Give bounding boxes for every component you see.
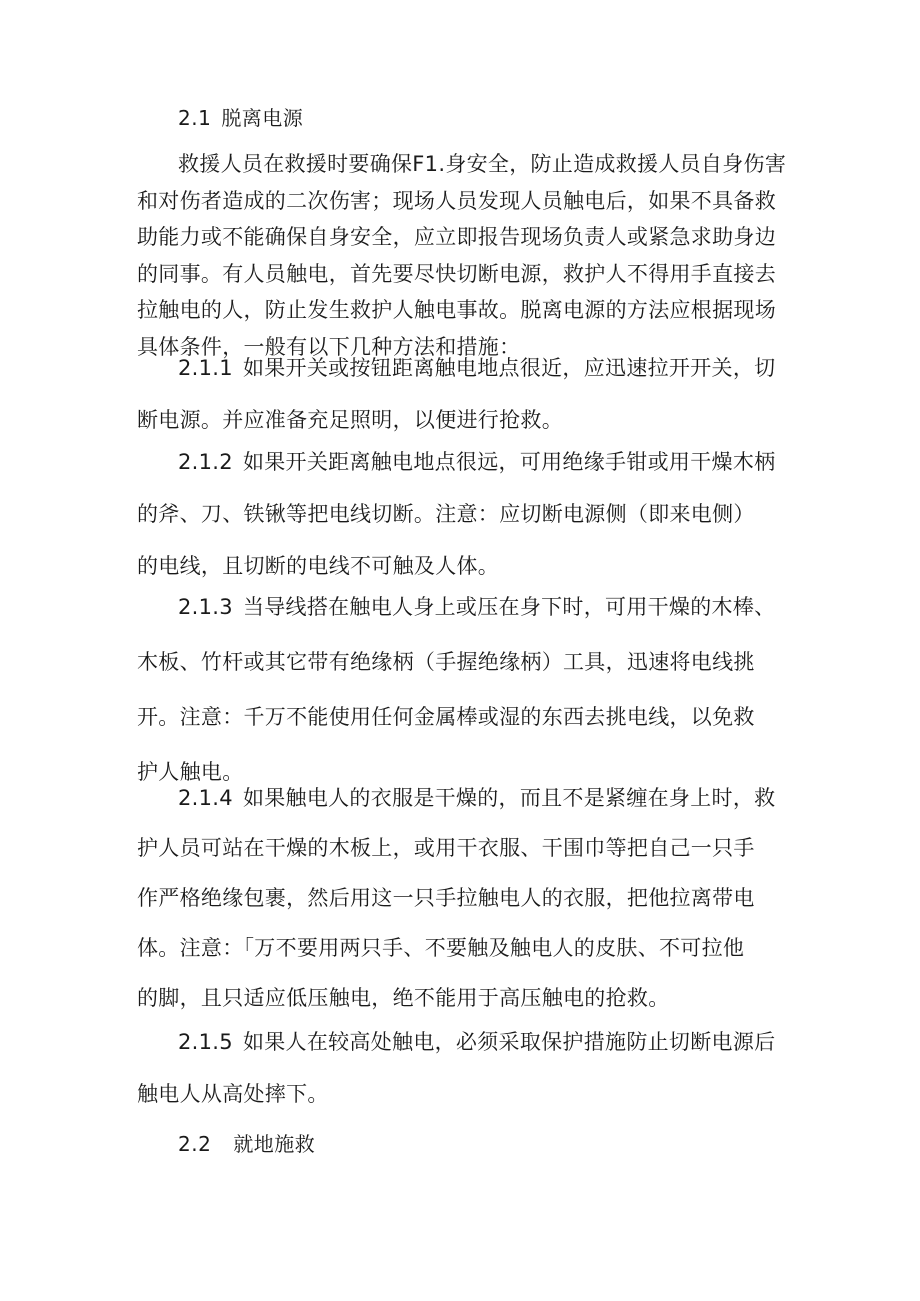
paragraph-line: 和对伤者造成的二次伤害；现场人员发现人员触电后，如果不具备救 [137,188,776,213]
paragraph-line: 拉触电的人，防止发生救护人触电事故。脱离电源的方法应根据现场 [137,298,776,322]
item-2-1-5 [137,1016,777,1120]
paragraph-line [137,1016,777,1068]
paragraph-line [137,773,777,823]
section-title: 就地施救 [233,1132,316,1156]
paragraph-line: 护人员可站在干燥的木板上，或用干衣服、干围巾等把自己一只手 [137,836,755,860]
item-text: 当导线搭在触电人身上或压在身下时，可用干燥的木棒、 [242,595,776,619]
section-number: 2.2 [178,1132,212,1156]
item-number: 2.1.5 [178,1030,233,1054]
paragraph-line: 体。注意：「万不要用两只手、不要触及触电人的皮肤、不可拉他 [137,936,745,960]
item-number: 2.1.1 [178,356,233,380]
paragraph-line: 的脚，且只适应低压触电，绝不能用于高压触电的抢救。 [137,986,670,1010]
paragraph-line: 木板、竹杆或其它带有绝缘柄（手握绝缘柄）工具，迅速将电线挑 [137,650,755,674]
section-number: 2.1 [178,106,212,130]
item-text: 如果触电人的衣服是干燥的，而且不是紧缠在身上时，救 [242,786,776,810]
item-2-1-1 [137,342,777,446]
paragraph-line: 开。注意：千万不能使用任何金属棒或湿的东西去挑电线，以免救 [137,705,755,729]
item-number: 2.1.4 [178,786,233,810]
section-title: 脱离电源 [221,106,304,130]
item-number: 2.1.3 [178,595,233,619]
section-heading-2-1 [178,104,303,132]
item-2-1-4 [137,773,777,1023]
paragraph-line: 具体条件，一般有以下几种方法和措施： [137,334,521,359]
item-2-1-2 [137,436,777,592]
paragraph-line: 断电源。并应准备充足照明，以便进行抢救。 [137,408,563,432]
paragraph-line: 的同事。有人员触电，首先要尽快切断电源，救护人不得用手直接去 [137,261,776,286]
item-2-1-3 [137,580,777,800]
paragraph-line [137,342,777,394]
item-number: 2.1.2 [178,450,233,474]
item-text: 如果开关距离触电地点很远，可用绝缘手钳或用干燥木柄 [242,450,776,474]
intro-paragraph [137,146,787,365]
paragraph-line: 的电线，且切断的电线不可触及人体。 [137,554,500,578]
paragraph-line [137,436,777,488]
paragraph-line: 的斧、刀、铁锹等把电线切断。注意：应切断电源侧（即来电侧） [137,502,755,526]
paragraph-line: 作严格绝缘包裹，然后用这一只手拉触电人的衣服，把他拉离带电 [137,886,755,910]
section-heading-2-2 [178,1130,315,1158]
item-text: 如果人在较高处触电，必须采取保护措施防止切断电源后 [242,1030,776,1054]
paragraph-line: 救援人员在救援时要确保F1.身安全，防止造成救援人员自身伤害 [178,152,787,176]
paragraph-line: 护人触电。 [137,760,244,784]
paragraph-line: 触电人从高处摔下。 [137,1082,329,1106]
item-text: 如果开关或按钮距离触电地点很近，应迅速拉开开关，切 [242,356,776,380]
paragraph-line: 助能力或不能确保自身安全，应立即报告现场负责人或紧急求助身边 [137,225,776,249]
paragraph-line [137,580,777,635]
